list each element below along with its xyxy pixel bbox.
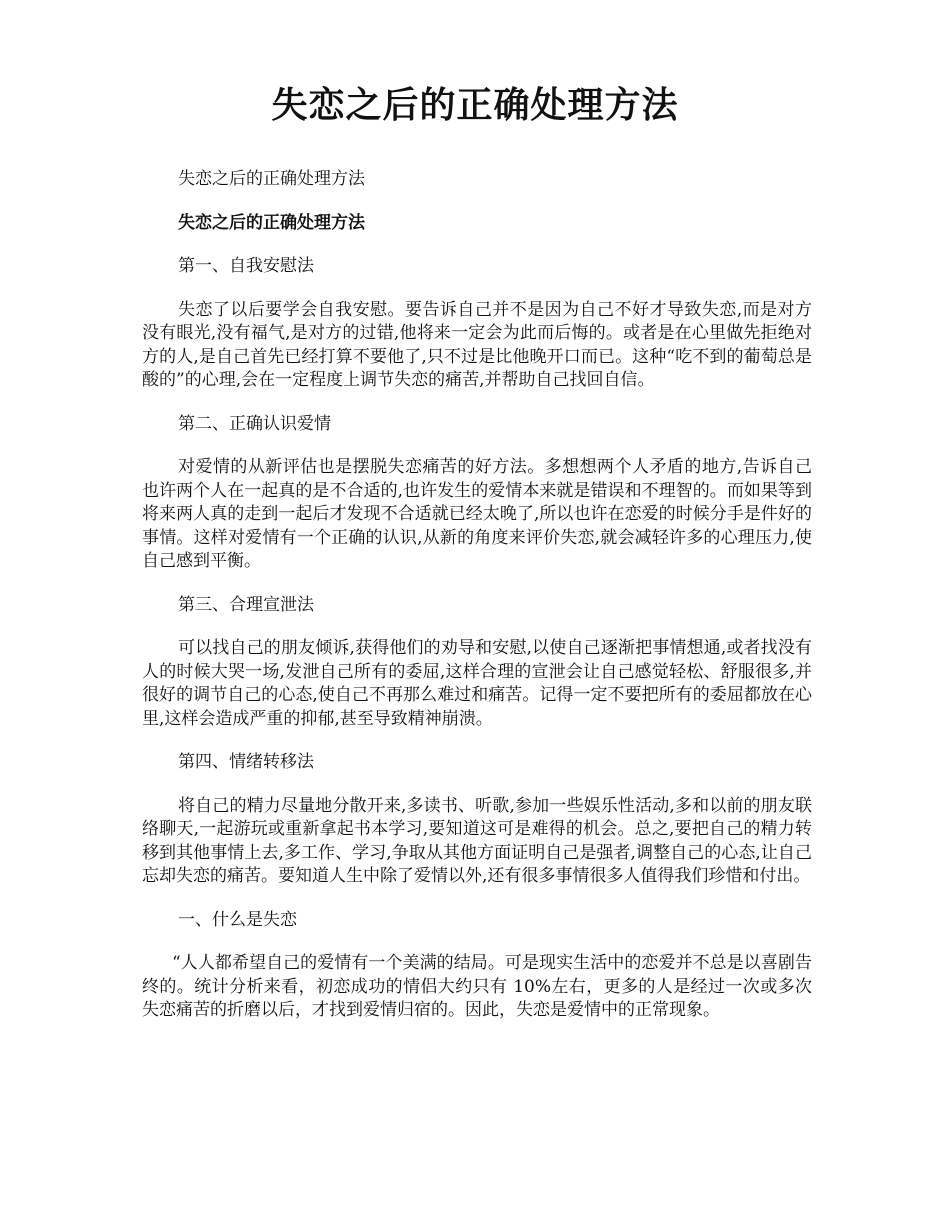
document-title: 失恋之后的正确处理方法 [271,84,679,126]
subtitle: 失恋之后的正确处理方法 [178,169,365,189]
section-body-3: 可以找自己的朋友倾诉,获得他们的劝导和安慰,以使自己逐渐把事情想通,或者找没有人的时候大哭一场,发泄自己所有的委屈,这样合理的宣泄会让自己感觉轻松、舒服很多,并很好的调节自己的心态,使自己不再那么难过和痛苦。记得一定不要把所有的委屈都放在心里,这样会造成严重的抑郁,甚至导致精神崩溃。 [142,638,812,729]
section-heading-4: 第四、情绪转移法 [178,752,314,772]
section-body-2: 对爱情的从新评估也是摆脱失恋痛苦的好方法。多想想两个人矛盾的地方,告诉自己也许两个人在一起真的是不合适的,也许发生的爱情本来就是错误和不理智的。而如果等到将来两人真的走到一起后才发现不合适就已经太晚了,所以也许在恋爱的时候分手是件好的事情。这样对爱情有一个正确的认识,从新的角度来评价失恋,就会减轻许多的心理压力,使自己感到平衡。 [142,457,812,571]
section-heading-1: 第一、自我安慰法 [178,256,314,276]
section-heading-3: 第三、合理宣泄法 [178,594,314,615]
section-body-4: 将自己的精力尽量地分散开来,多读书、听歌,参加一些娱乐性活动,多和以前的朋友联络聊天,一起游玩或重新拿起书本学习,要知道这可是难得的机会。总之,要把自己的精力转移到其他事情上去,多工作、学习,争取从其他方面证明自己是强者,调整自己的心态,让自己忘却失恋的痛苦。要知道人生中除了爱情以外,还有很多事情很多人值得我们珍惜和付出。 [142,795,812,886]
section-heading-2: 第二、正确认识爱情 [178,413,331,434]
section-heading-5: 一、什么是失恋 [178,909,297,930]
section-body-1: 失恋了以后要学会自我安慰。要告诉自己并不是因为自己不好才导致失恋,而是对方没有眼光,没有福气,是对方的过错,他将来一定会为此而后悔的。或者是在心里做先拒绝对方的人,是自己首先已经打算不要他了,只不过是比他晚开口而已。这种“吃不到的葡萄总是酸的”的心理,会在一定程度上调节失恋的痛苦,并帮助自己找回自信。 [142,299,812,390]
subtitle-bold: 失恋之后的正确处理方法 [178,212,365,233]
section-body-5: “人人都希望自己的爱情有一个美满的结局。可是现实生活中的恋爱并不总是以喜剧告终的。统计分析来看，初恋成功的情侣大约只有 10%左右，更多的人是经过一次或多次失恋痛苦的折磨以后，才找到爱情归宿的。因此，失恋是爱情中的正常现象。 [142,953,812,1020]
document-body [142,168,812,1043]
